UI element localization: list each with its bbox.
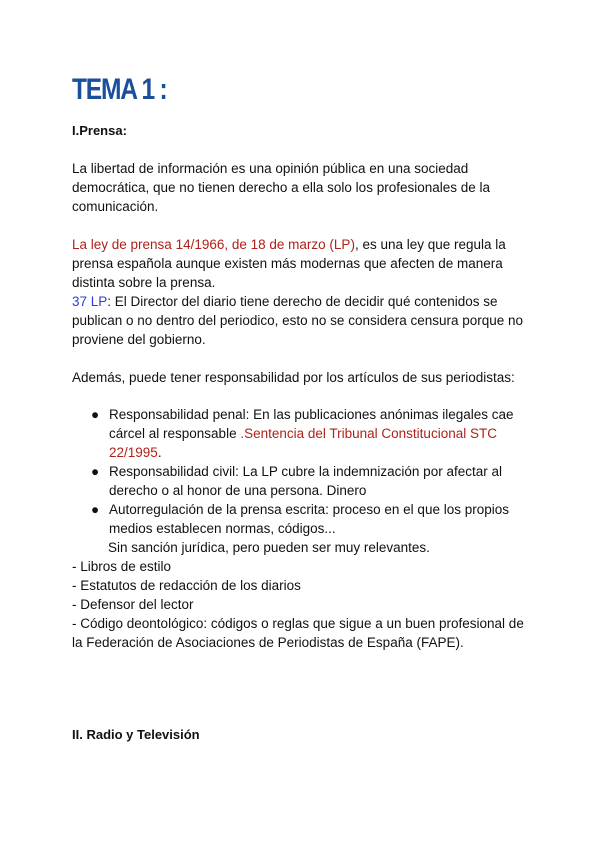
- penal-end: .: [157, 445, 162, 460]
- page-title: TEMA 1 :: [72, 73, 167, 106]
- section-heading-radio-tv: II. Radio y Televisión: [72, 727, 200, 742]
- penal-text: Responsabilidad penal: En las publicaciones anónimas ilegales cae cárcel al responsable: [109, 407, 514, 441]
- law-reference: La ley de prensa 14/1966, de 18 de marzo (LP): [72, 237, 355, 252]
- auto-text: Autorregulación de la prensa escrita: proceso en el que los propios medios establecen normas, códigos...: [109, 502, 509, 536]
- article-paragraph: [72, 292, 534, 349]
- penal-reference: .Sentencia del Tribunal Constitucional STC 22/1995: [109, 426, 497, 460]
- dash-item-codigo: - Código deontológico: códigos o reglas que sigue a un buen profesional de la Federación de Asociaciones de Periodistas de España (FAPE).: [72, 616, 524, 650]
- list-item: [72, 500, 534, 538]
- sin-sancion-line: Sin sanción jurídica, pero pueden ser muy relevantes.: [108, 540, 430, 555]
- article-text: : El Director del diario tiene derecho de decidir qué contenidos se publican o no dentro del periodico, esto no se considera censura porque no proviene del gobierno.: [72, 294, 524, 347]
- article-reference: 37 LP: [72, 294, 108, 309]
- law-text: , es una ley que regula la prensa española aunque existen más modernas que afecten de manera distinta sobre la prensa.: [72, 237, 506, 290]
- dash-item-libros: - Libros de estilo: [72, 559, 172, 574]
- bullet-icon: ●: [91, 407, 100, 422]
- list-item: [72, 462, 534, 500]
- bullet-icon: ●: [91, 464, 100, 479]
- ademas-paragraph: Además, puede tener responsabilidad por los artículos de sus periodistas:: [72, 370, 515, 385]
- dash-item-estatutos: - Estatutos de redacción de los diarios: [72, 578, 301, 593]
- section-heading-prensa: I.Prensa:: [72, 123, 127, 138]
- bullet-icon: ●: [91, 502, 100, 517]
- document-body: [72, 70, 534, 652]
- responsibility-list: [72, 405, 534, 538]
- civil-text: Responsabilidad civil: La LP cubre la indemnización por afectar al derecho o al honor de una persona. Dinero: [109, 464, 502, 498]
- dash-item-defensor: - Defensor del lector: [72, 597, 194, 612]
- law-paragraph: [72, 235, 534, 292]
- intro-paragraph: La libertad de información es una opinión pública en una sociedad democrática, que no tienen derecho a ella solo los profesionales de la comunicación.: [72, 161, 491, 214]
- list-item: [72, 405, 534, 462]
